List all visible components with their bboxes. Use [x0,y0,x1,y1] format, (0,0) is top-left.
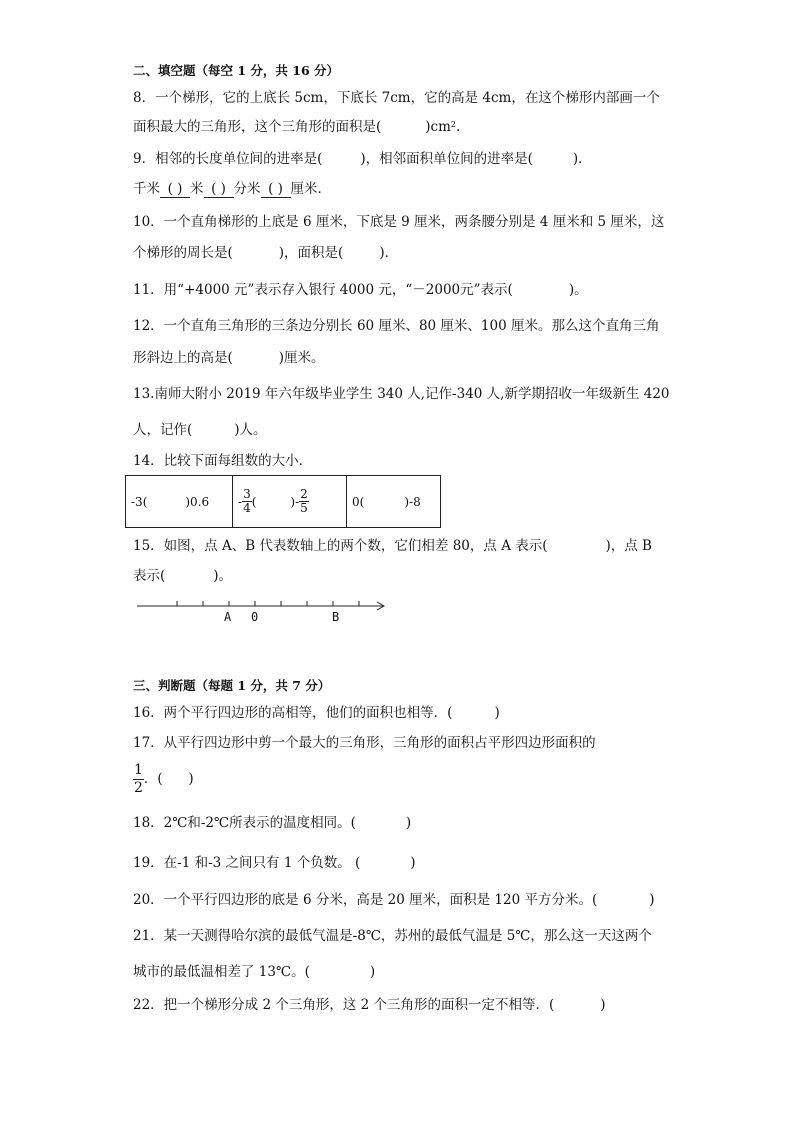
q16-end: ) [494,705,500,721]
q22-text: 22．把一个梯形分成 2 个三角形，这 2 个三角形的面积一定不相等．( [133,997,555,1013]
fraction-numerator: 2 [300,487,308,501]
q18-line [133,815,411,831]
q14-cell-2 [233,476,347,527]
q9-rate-blank-1[interactable]: ( ) [160,181,190,198]
q8-unit-superscript: 2 [450,120,457,129]
q14-cell-1 [126,476,233,527]
q16-line [133,705,500,721]
q12-line2 [133,350,325,366]
q14-cell2-open: ( [251,494,257,509]
q15-line1 [133,538,652,554]
q13-line1: 13.南师大附小 2019 年六年级毕业学生 340 人,记作-340 人,新学期招收一年级新生 420 [133,386,670,402]
q13-line2 [133,422,267,438]
q9-text-c: )． [572,151,592,167]
q17-answer-blank[interactable]: ．( ) [143,771,194,787]
origin-label: 0 [251,610,259,624]
q14-cell3-right: )-8 [404,494,421,509]
q14-title: 14．比较下面每组数的大小． [133,453,313,469]
q15-text-a: 15．如图，点 A、B 代表数轴上的两个数，它们相差 80，点 A 表示( [133,538,548,554]
q22-line [133,997,606,1013]
q15-end: )。 [213,568,233,584]
q21-text: 城市的最低温相差了 13℃。( [133,964,310,980]
point-a-label: A [224,610,232,624]
section-3-title: 三、判断题（每题 1 分，共 7 分） [133,678,331,693]
fraction-denominator: 4 [243,501,251,515]
q12-text: 形斜边上的高是( [133,350,233,366]
q22-end: ) [600,997,606,1013]
q17-line1: 17．从平行四边形中剪一个最大的三角形，三角形的面积占平形四边形面积的 [133,735,596,751]
q18-text: 18．2℃和-2℃所表示的温度相同。( [133,815,356,831]
q14-cell1-right: )0.6 [185,494,210,509]
section-2-title: 二、填空题（每空 1 分，共 16 分） [133,63,340,78]
q14-fraction-2-5 [299,488,309,515]
q9-text-a: 9．相邻的长度单位间的进率是( [133,151,323,167]
q14-comparison-table [125,475,441,528]
q11-text: 11．用“+4000 元”表示存入银行 4000 元，“－2000元”表示( [133,282,513,298]
q9-unit-dm: 分米 [233,181,261,197]
q14-cell2-close: )- [290,494,300,509]
q20-line [133,892,655,908]
q9-unit-m: 米 [190,181,204,197]
q21-line1: 21．某一天测得哈尔滨的最低气温是-8℃，苏州的最低气温是 5℃，那么这一天这两个 [133,928,652,944]
q8-end: . [456,119,461,135]
fraction-denominator: 2 [134,780,143,796]
q11-end: )。 [568,282,588,298]
q9-rate-blank-2[interactable]: ( ) [204,181,234,198]
fraction-numerator: 3 [243,487,251,501]
q20-end: ) [649,892,655,908]
q14-fraction-3-4 [242,488,252,515]
q18-end: ) [405,815,412,831]
q10-line2 [133,245,398,261]
fraction-denominator: 5 [300,501,308,515]
q12-line1: 12．一个直角三角形的三条边分别长 60 厘米、80 厘米、100 厘米。那么这个直角三角 [133,318,660,334]
q19-line [133,855,416,871]
q9-unit-km: 千米 [133,181,160,197]
q17-fraction-1-2 [133,762,144,797]
q8-text: 面积最大的三角形，这个三角形的面积是( [133,119,382,135]
q20-text: 20．一个平行四边形的底是 6 分米，高是 20 厘米，面积是 120 平方分米。( [133,892,598,908]
q17-line2 [133,762,194,797]
number-line-ticks [177,601,359,606]
fraction-numerator: 1 [134,762,143,778]
q12-end: )厘米。 [278,350,325,366]
point-b-label: B [332,610,340,624]
q21-end: ) [369,964,376,980]
q9-text-b: )，相邻面积单位间的进率是( [360,151,533,167]
q13-text: 人，记作( [133,422,193,438]
q9-line1 [133,151,592,167]
q14-cell2-sign: - [238,494,243,509]
q10-text-a: 个梯形的周长是( [133,245,233,261]
q14-cell1-left: -3( [131,494,148,509]
q8-line1: 8．一个梯形，它的上底长 5cm，下底长 7cm，它的高是 4cm，在这个梯形内部画一个 [133,90,660,106]
q15-text-b: )，点 B [605,538,652,554]
q10-text-b: )，面积是( [278,245,344,261]
q9-rate-blank-3[interactable]: ( ) [261,181,291,198]
q19-text: 19．在-1 和-3 之间只有 1 个负数。 ( [133,855,361,871]
q14-cell3-left: 0( [352,494,365,509]
q9-unit-cm: 厘米． [290,181,331,197]
q11-line [133,282,588,298]
q15-text-c: 表示( [133,568,166,584]
q16-text: 16．两个平行四边形的高相等，他们的面积也相等．( [133,705,453,721]
q8-unit: )cm [425,119,451,135]
number-line [133,598,393,628]
q13-end: )人。 [234,422,267,438]
q21-line2 [133,964,375,980]
q10-text-c: )． [379,245,399,261]
q15-line2 [133,568,232,584]
q19-end: ) [410,855,416,871]
q9-line2 [133,181,331,198]
q14-cell-3 [347,476,440,527]
q10-line1: 10．一个直角梯形的上底是 6 厘米，下底是 9 厘米，两条腰分别是 4 厘米和 5 厘米，这 [133,214,665,230]
q8-line2 [133,119,460,135]
